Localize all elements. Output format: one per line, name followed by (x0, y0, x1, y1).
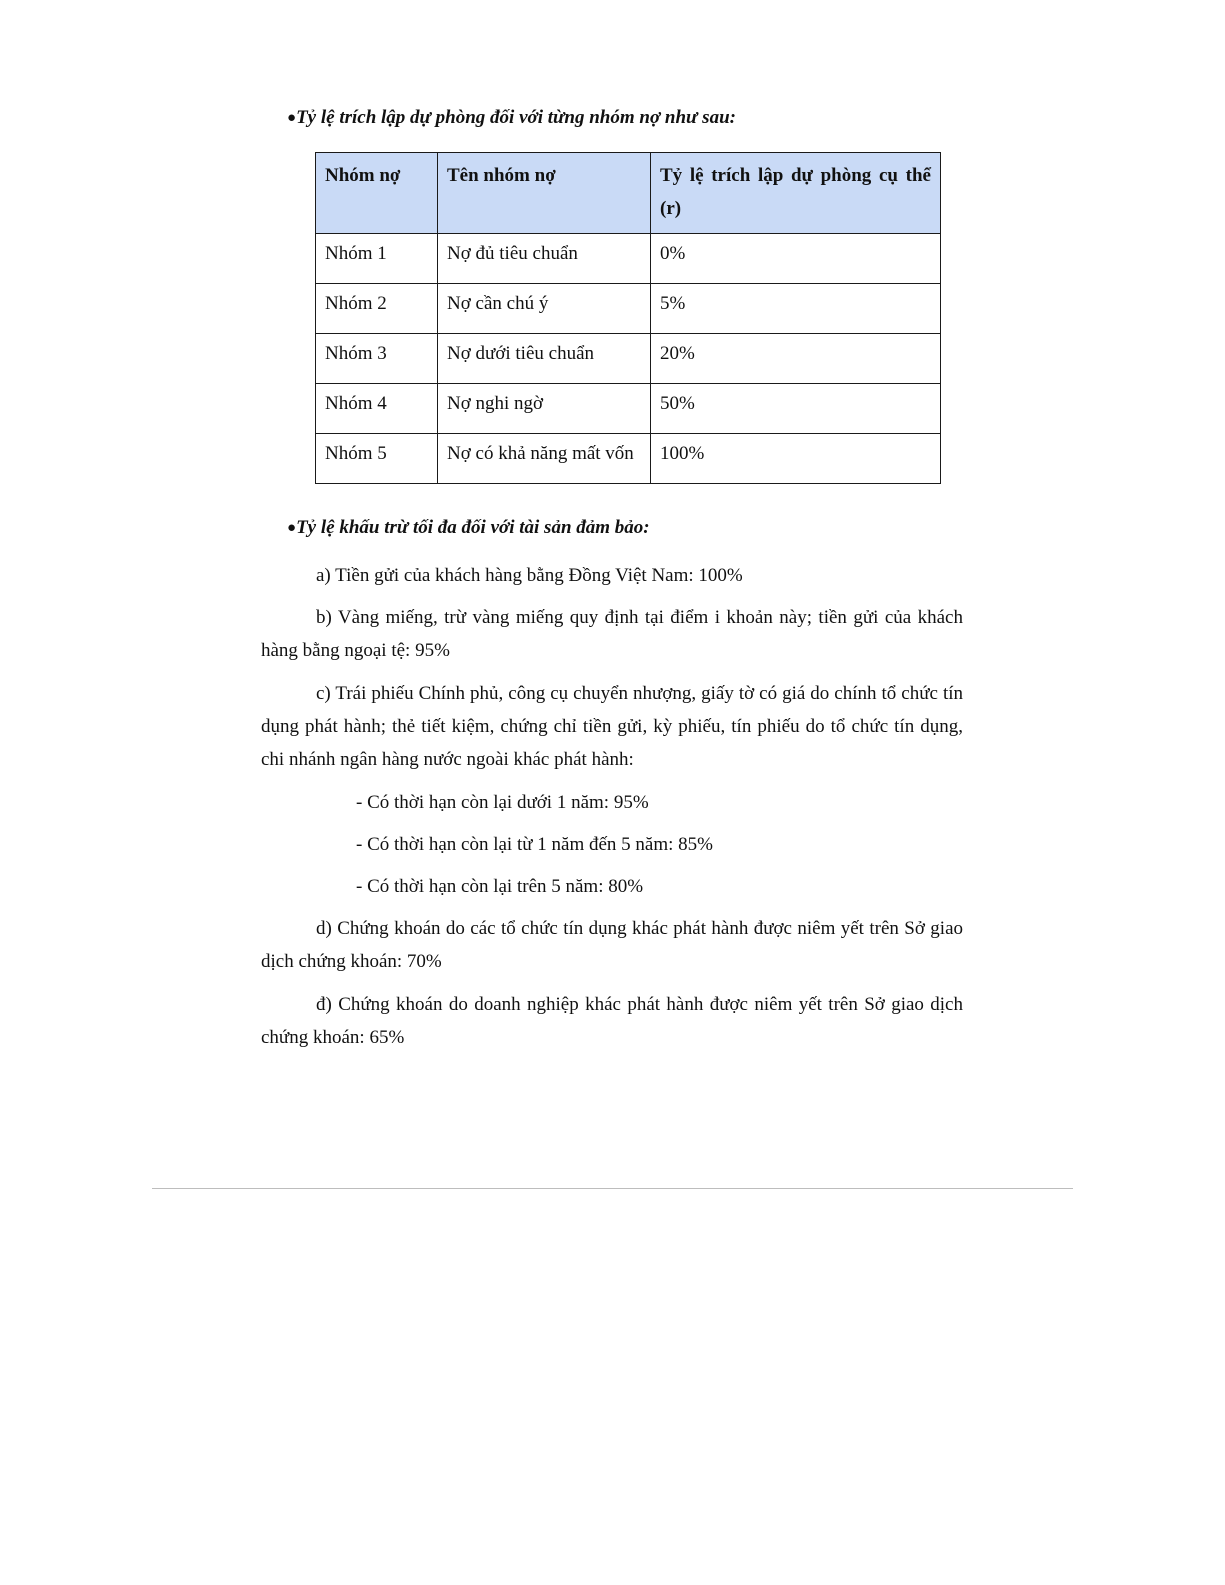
cell-debt-group: Nhóm 4 (316, 384, 438, 434)
deduction-heading (287, 517, 650, 539)
cell-debt-group: Nhóm 3 (316, 334, 438, 384)
table-row (316, 434, 941, 484)
paragraph-item-a: a) Tiền gửi của khách hàng bằng Đồng Việt Nam: 100% (316, 565, 743, 586)
cell-debt-group-name: Nợ nghi ngờ (438, 384, 651, 434)
cell-debt-group-name: Nợ có khả năng mất vốn (438, 434, 651, 484)
table-row (316, 384, 941, 434)
provision-heading-text: Tỷ lệ trích lập dự phòng đối với từng nhóm nợ như sau: (296, 107, 736, 128)
header-debt-group-name: Tên nhóm nợ (438, 153, 651, 234)
cell-provision-rate: 0% (651, 234, 941, 284)
cell-debt-group-name: Nợ đủ tiêu chuẩn (438, 234, 651, 284)
header-provision-rate: Tỷ lệ trích lập dự phòng cụ thể (r) (651, 153, 941, 234)
cell-provision-rate: 100% (651, 434, 941, 484)
deduction-heading-text: Tỷ lệ khấu trừ tối đa đối với tài sản đảm bảo: (296, 517, 650, 538)
paragraph-item-dd: đ) Chứng khoán do doanh nghiệp khác phát hành được niêm yết trên Sở giao dịch chứng khoán: 65% (261, 994, 963, 1048)
cell-debt-group: Nhóm 5 (316, 434, 438, 484)
bullet-icon: ● (287, 110, 297, 126)
provision-heading (287, 107, 736, 129)
table-row (316, 234, 941, 284)
sub-item-under-1-year: - Có thời hạn còn lại dưới 1 năm: 95% (356, 792, 649, 813)
cell-provision-rate: 5% (651, 284, 941, 334)
paragraph-item-b: b) Vàng miếng, trừ vàng miếng quy định tại điểm i khoản này; tiền gửi của khách hàng bằng ngoại tệ: 95% (261, 607, 963, 661)
sub-item-1-to-5-years: - Có thời hạn còn lại từ 1 năm đến 5 năm: 85% (356, 834, 714, 855)
cell-provision-rate: 50% (651, 384, 941, 434)
table-header-row (316, 153, 941, 234)
table-row (316, 334, 941, 384)
cell-debt-group-name: Nợ cần chú ý (438, 284, 651, 334)
table-row (316, 284, 941, 334)
sub-item-over-5-years: - Có thời hạn còn lại trên 5 năm: 80% (356, 876, 644, 897)
header-debt-group: Nhóm nợ (316, 153, 438, 234)
cell-debt-group: Nhóm 2 (316, 284, 438, 334)
page-divider (152, 1188, 1073, 1189)
provision-rate-table (315, 152, 941, 484)
bullet-icon: ● (287, 520, 297, 536)
paragraph-item-d: d) Chứng khoán do các tổ chức tín dụng khác phát hành được niêm yết trên Sở giao dịch chứng khoán: 70% (261, 918, 963, 972)
cell-debt-group: Nhóm 1 (316, 234, 438, 284)
cell-provision-rate: 20% (651, 334, 941, 384)
cell-debt-group-name: Nợ dưới tiêu chuẩn (438, 334, 651, 384)
paragraph-item-c: c) Trái phiếu Chính phủ, công cụ chuyển nhượng, giấy tờ có giá do chính tổ chức tín dụng phát hành; thẻ tiết kiệm, chứng chỉ tiền gửi, kỳ phiếu, tín phiếu do tổ chức tín dụng, chi nhánh ngân hàng nước ngoài khác phát hành: (261, 683, 963, 770)
